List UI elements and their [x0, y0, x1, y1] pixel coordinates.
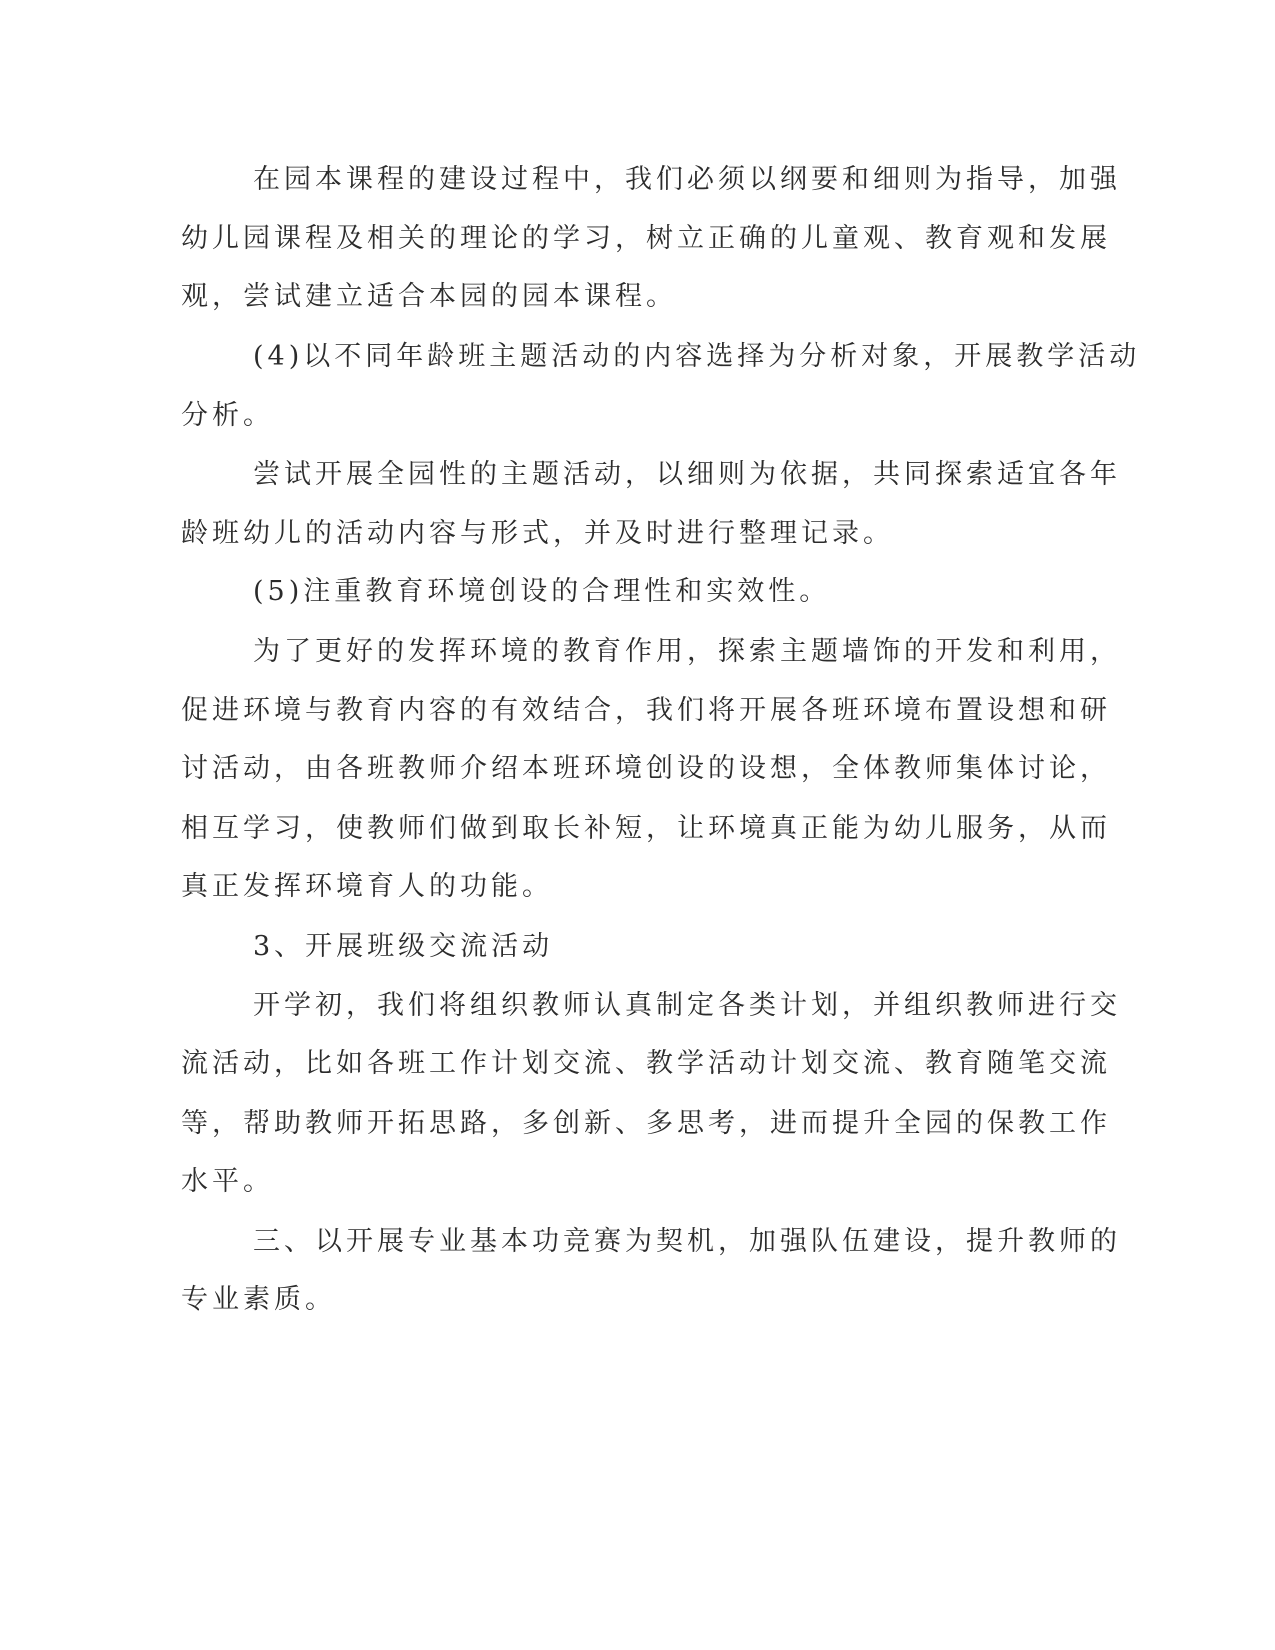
paragraph-line: 真正发挥环境育人的功能。	[181, 871, 553, 902]
paragraph-line: (4)以不同年龄班主题活动的内容选择为分析对象，开展教学活动	[253, 341, 1141, 372]
paragraph-line: 相互学习，使教师们做到取长补短，让环境真正能为幼儿服务，从而	[181, 813, 1111, 844]
paragraph-line: 促进环境与教育内容的有效结合，我们将开展各班环境布置设想和研	[181, 695, 1111, 726]
paragraph-line: 在园本课程的建设过程中，我们必须以纲要和细则为指导，加强	[253, 164, 1121, 195]
paragraph-line: (5)注重教育环境创设的合理性和实效性。	[253, 576, 831, 607]
paragraph-line: 三、以开展专业基本功竞赛为契机，加强队伍建设，提升教师的	[253, 1226, 1121, 1257]
paragraph-line: 等，帮助教师开拓思路，多创新、多思考，进而提升全园的保教工作	[181, 1108, 1111, 1139]
paragraph-line: 尝试开展全园性的主题活动，以细则为依据，共同探索适宜各年	[253, 459, 1121, 490]
paragraph-line: 水平。	[181, 1166, 274, 1197]
paragraph-line: 流活动，比如各班工作计划交流、教学活动计划交流、教育随笔交流	[181, 1048, 1111, 1079]
paragraph-line: 龄班幼儿的活动内容与形式，并及时进行整理记录。	[181, 518, 894, 549]
paragraph-line: 分析。	[181, 400, 274, 431]
paragraph-line: 观，尝试建立适合本园的园本课程。	[181, 281, 677, 312]
paragraph-line: 3、开展班级交流活动	[253, 931, 554, 962]
paragraph-line: 专业素质。	[181, 1284, 336, 1315]
paragraph-line: 为了更好的发挥环境的教育作用，探索主题墙饰的开发和利用，	[253, 636, 1121, 667]
paragraph-line: 幼儿园课程及相关的理论的学习，树立正确的儿童观、教育观和发展	[181, 223, 1111, 254]
paragraph-line: 讨活动，由各班教师介绍本班环境创设的设想，全体教师集体讨论，	[181, 753, 1111, 784]
paragraph-line: 开学初，我们将组织教师认真制定各类计划，并组织教师进行交	[253, 990, 1121, 1021]
